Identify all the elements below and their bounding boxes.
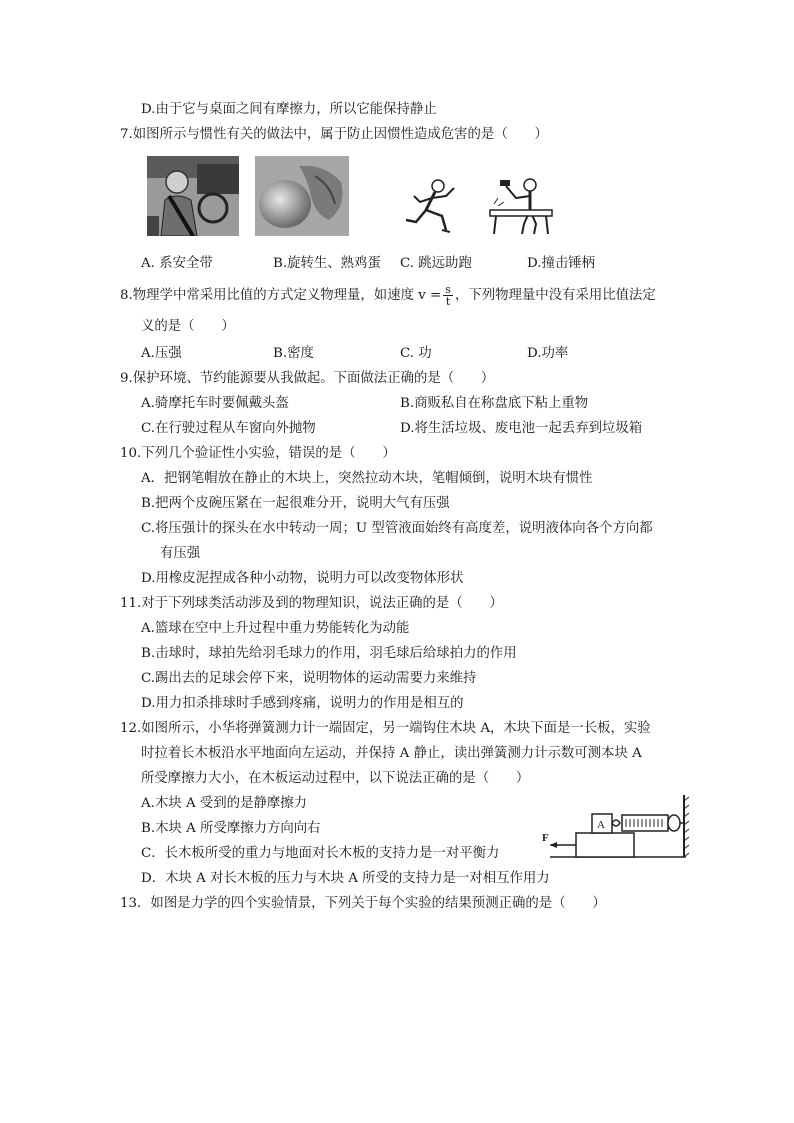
q7-stem: 7.如图所示与惯性有关的做法中，属于防止因惯性造成危害的是（ ） <box>120 127 548 142</box>
fraction-denominator: t <box>445 295 451 308</box>
q12-stem-line2: 时拉着长木板沿水平地面向左运动，并保持 A 静止，读出弹簧测力计示数可测本块 A <box>141 746 642 761</box>
fraction-numerator: s <box>445 283 451 296</box>
q9-option-a: A.骑摩托车时要佩戴头盔 <box>141 396 289 411</box>
hammer-handle-figure <box>486 176 556 236</box>
q12-stem-line3: 所受摩擦力大小，在木板运动过程中，以下说法正确的是（ ） <box>141 771 530 786</box>
q8-stem-after: ，下列物理量中没有采用比值法定 <box>454 288 656 303</box>
q7-option-b: B.旋转生、熟鸡蛋 <box>273 256 381 271</box>
q11-stem: 11.对于下列球类活动涉及到的物理知识，说法正确的是（ ） <box>120 596 503 611</box>
q10-option-d: D.用橡皮泥捏成各种小动物，说明力可以改变物体形状 <box>141 571 464 586</box>
q8-option-c: C. 功 <box>400 346 432 361</box>
eggs-photo <box>255 156 349 236</box>
q9-option-d: D.将生活垃圾、废电池一起丢弃到垃圾箱 <box>400 421 643 436</box>
q8-stem-before: 8.物理学中常采用比值的方式定义物理量，如速度 v = <box>120 288 442 303</box>
q13-stem: 13．如图是力学的四个实验情景，下列关于每个实验的结果预测正确的是（ ） <box>120 896 606 911</box>
q9-option-c: C.在行驶过程从车窗向外抛物 <box>141 421 316 436</box>
q12-option-d: D．木块 A 对长木板的压力与木块 A 所受的支持力是一对相互作用力 <box>141 871 550 886</box>
q6-option-d: D.由于它与桌面之间有摩擦力，所以它能保持静止 <box>141 102 437 117</box>
q10-option-c-line1: C.将压强计的探头在水中转动一周；U 型管液面始终有高度差，说明液体向各个方向都 <box>141 521 653 536</box>
friction-experiment-figure <box>540 793 690 861</box>
q12-option-a: A.木块 A 受到的是静摩擦力 <box>141 796 308 811</box>
q9-option-b: B.商贩私自在称盘底下粘上重物 <box>400 396 589 411</box>
q7-option-a: A. 系安全带 <box>141 256 213 271</box>
q10-stem: 10.下列几个验证性小实验，错误的是（ ） <box>120 446 396 461</box>
force-f-label: F <box>542 832 549 844</box>
velocity-fraction <box>443 284 453 307</box>
q11-option-c: C.踢出去的足球会停下来，说明物体的运动需要力来维持 <box>141 671 477 686</box>
q12-option-c: C．长木板所受的重力与地面对长木板的支持力是一对平衡力 <box>141 846 500 861</box>
q11-option-d: D.用力扣杀排球时手感到疼痛，说明力的作用是相互的 <box>141 696 464 711</box>
q12-option-b: B.木块 A 所受摩擦力方向向右 <box>141 821 321 836</box>
seatbelt-photo <box>147 156 239 236</box>
q10-option-a: A．把钢笔帽放在静止的木块上，突然拉动木块，笔帽倾倒，说明木块有惯性 <box>141 471 593 486</box>
q7-option-d: D.撞击锤柄 <box>527 256 596 271</box>
q7-option-c: C. 跳远助跑 <box>400 256 472 271</box>
q8-option-a: A.压强 <box>141 346 182 361</box>
q8-stem <box>120 284 656 307</box>
q9-stem: 9.保护环境、节约能源要从我做起。下面做法正确的是（ ） <box>120 371 495 386</box>
q11-option-a: A.篮球在空中上升过程中重力势能转化为动能 <box>141 621 410 636</box>
q8-stem-line2: 义的是（ ） <box>141 319 235 334</box>
q12-stem-line1: 12.如图所示，小华将弹簧测力计一端固定，另一端钩住木块 A，木块下面是一长板，实验 <box>120 721 651 736</box>
q8-option-d: D.功率 <box>527 346 569 361</box>
block-a-label: A <box>597 819 605 831</box>
q10-option-b: B.把两个皮碗压紧在一起很难分开，说明大气有压强 <box>141 496 450 511</box>
q11-option-b: B.击球时，球拍先给羽毛球力的作用，羽毛球后给球拍力的作用 <box>141 646 517 661</box>
long-jump-runner <box>402 176 460 236</box>
q10-option-c-line2: 有压强 <box>160 546 201 561</box>
q8-option-b: B.密度 <box>273 346 314 361</box>
